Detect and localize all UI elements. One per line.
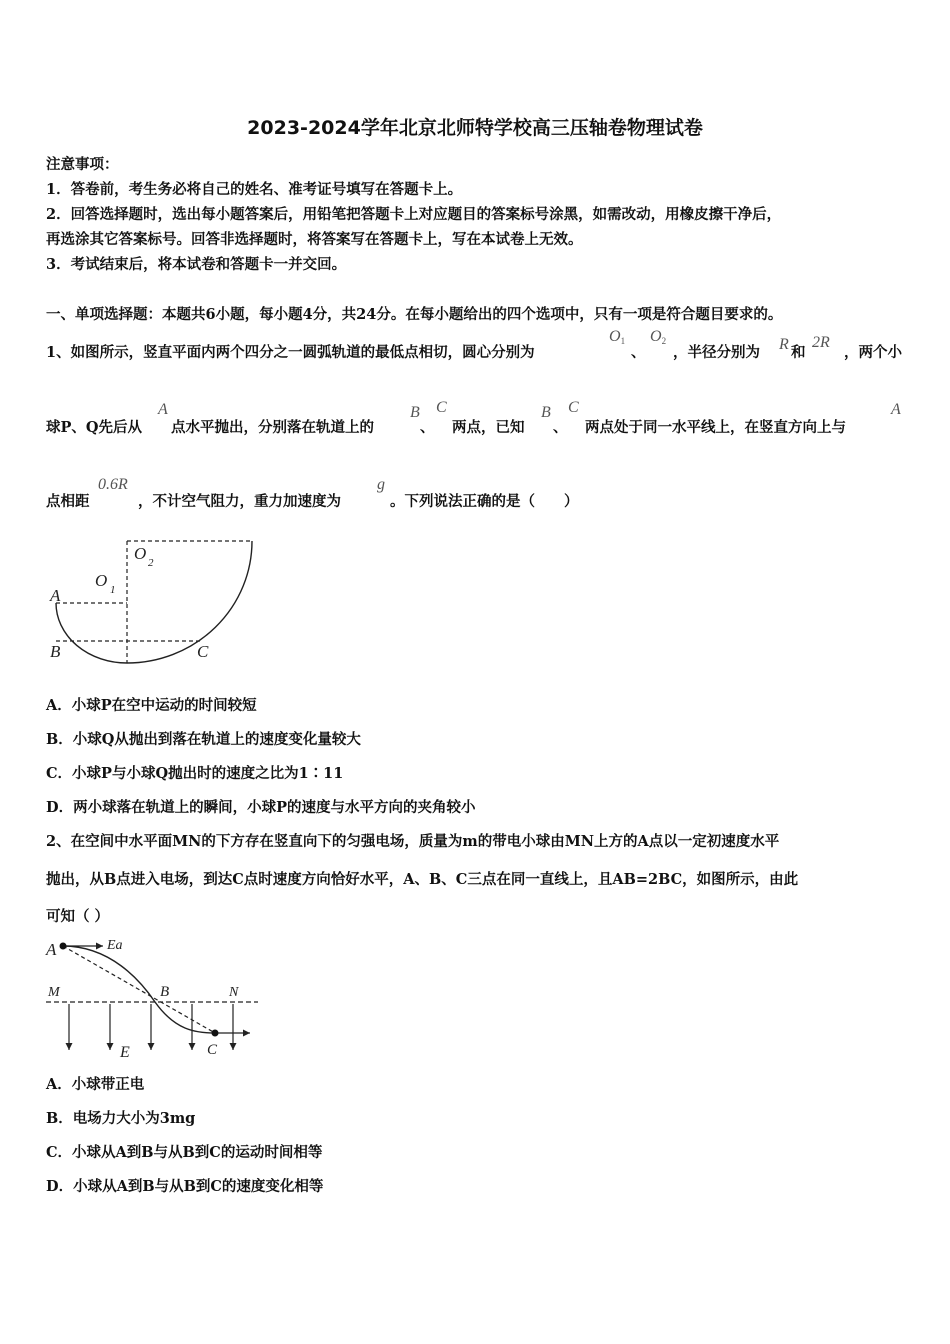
q1-text: 点相距 bbox=[46, 493, 90, 510]
point-a bbox=[60, 943, 67, 950]
q1-option-b: B．小球Q从抛出到落在轨道上的速度变化量较大 bbox=[46, 731, 361, 748]
q2-text: 可知（ ） bbox=[46, 908, 110, 925]
label-m: M bbox=[48, 985, 60, 1000]
notice-item: 2．回答选择题时，选出每小题答案后，用铅笔把答题卡上对应题目的答案标号涂黑，如需改动，用橡皮擦干净后， bbox=[46, 206, 782, 223]
symbol-r: R bbox=[779, 336, 789, 353]
symbol-o2: $O_2$ bbox=[650, 328, 667, 346]
symbol-c: C bbox=[436, 399, 447, 416]
q1-option-a: A．小球P在空中运动的时间较短 bbox=[46, 697, 257, 714]
notice-item: 1．答卷前，考生务必将自己的姓名、准考证号填写在答题卡上。 bbox=[46, 181, 463, 198]
label-o2-sub: 2 bbox=[148, 557, 154, 569]
symbol-distance: 0.6R bbox=[98, 476, 128, 493]
symbol-c: C bbox=[568, 399, 579, 416]
q1-option-c: C．小球P与小球Q抛出时的速度之比为1∶11 bbox=[46, 765, 344, 782]
q2-option-b: B．电场力大小为3mg bbox=[46, 1110, 196, 1127]
label-ea: Ea bbox=[107, 938, 123, 953]
q1-text: 、 bbox=[631, 344, 646, 361]
label-a: A bbox=[46, 940, 57, 959]
q1-text: ，不计空气阻力，重力加速度为 bbox=[138, 493, 341, 510]
q1-text: 、 bbox=[420, 419, 435, 436]
section-heading: 一、单项选择题：本题共6小题，每小题4分，共24分。在每小题给出的四个选项中，只有一项是符合题目要求的。 bbox=[46, 306, 783, 323]
label-o1: O bbox=[95, 571, 108, 590]
q1-text: 球P、Q先后从 bbox=[46, 419, 143, 436]
symbol-o1: $O_1$ bbox=[609, 328, 626, 346]
q2-option-d: D．小球从A到B与从B到C的速度变化相等 bbox=[46, 1178, 324, 1195]
q2-option-c: C．小球从A到B与从B到C的运动时间相等 bbox=[46, 1144, 323, 1161]
q1-text: 两点处于同一水平线上，在竖直方向上与 bbox=[585, 419, 846, 436]
label-c: C bbox=[197, 642, 209, 661]
symbol-b: B bbox=[410, 404, 420, 421]
symbol-g: g bbox=[377, 476, 385, 493]
q1-text: 。下列说法正确的是（ ） bbox=[390, 493, 579, 510]
label-n: N bbox=[229, 985, 239, 1000]
q2-option-a: A．小球带正电 bbox=[46, 1076, 145, 1093]
notice-item: 3．考试结束后，将本试卷和答题卡一并交回。 bbox=[46, 256, 347, 273]
symbol-2r: 2R bbox=[812, 334, 830, 351]
q1-text: 、 bbox=[553, 419, 568, 436]
symbol-b: B bbox=[541, 404, 551, 421]
q1-text: 1、如图所示，竖直平面内两个四分之一圆弧轨道的最低点相切，圆心分别为 bbox=[46, 344, 535, 361]
q2-text: 抛出，从B点进入电场，到达C点时速度方向恰好水平，A、B、C三点在同一直线上，且AB=2BC，如图所示，由此 bbox=[46, 871, 799, 888]
label-e: E bbox=[120, 1044, 130, 1061]
label-b: B bbox=[50, 642, 61, 661]
label-o2: O bbox=[134, 544, 147, 563]
label-b: B bbox=[160, 984, 170, 1000]
notice-heading: 注意事项： bbox=[46, 156, 119, 173]
q1-text: 点水平抛出，分别落在轨道上的 bbox=[171, 419, 374, 436]
symbol-a: A bbox=[891, 401, 901, 418]
q1-text: ，两个小 bbox=[844, 344, 902, 361]
q1-option-d: D．两小球落在轨道上的瞬间，小球P的速度与水平方向的夹角较小 bbox=[46, 799, 476, 816]
notice-item: 再选涂其它答案标号。回答非选择题时，将答案写在答题卡上，写在本试卷上无效。 bbox=[46, 231, 583, 248]
point-c bbox=[212, 1030, 219, 1037]
label-c: C bbox=[207, 1042, 218, 1058]
q1-text: ，半径分别为 bbox=[673, 344, 760, 361]
q1-text: 两点，已知 bbox=[452, 419, 525, 436]
label-o1-sub: 1 bbox=[110, 584, 116, 596]
label-a: A bbox=[50, 586, 61, 605]
q1-text: 和 bbox=[791, 344, 806, 361]
symbol-a: A bbox=[158, 401, 168, 418]
page-title: 2023-2024学年北京北师特学校高三压轴卷物理试卷 bbox=[247, 117, 703, 139]
q2-text: 2、在空间中水平面MN的下方存在竖直向下的匀强电场，质量为m的带电小球由MN上方的A点以一定初速度水平 bbox=[46, 833, 780, 850]
